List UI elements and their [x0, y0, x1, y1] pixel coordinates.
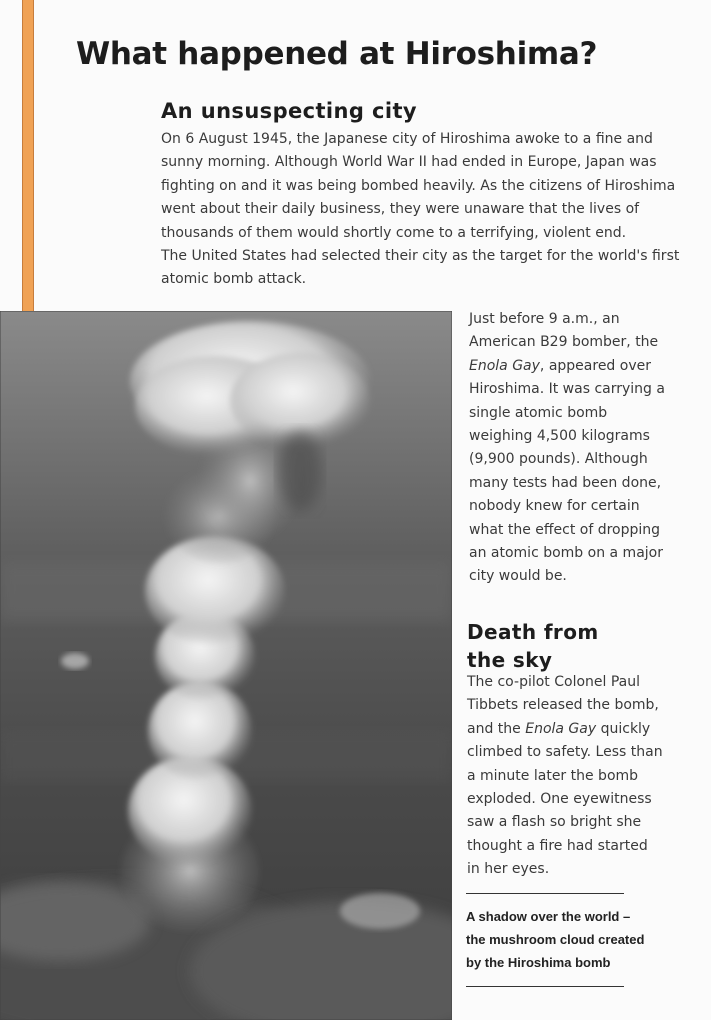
text-fragment: quickly: [596, 720, 651, 737]
text-line: sunny morning. Although World War II had ended in Europe, Japan was: [161, 154, 657, 171]
text-line: The co-pilot Colonel Paul: [467, 674, 641, 690]
aircraft-name: Enola Gay: [469, 357, 540, 374]
text-line: [467, 718, 697, 741]
text-line: single atomic bomb: [469, 404, 608, 421]
text-line: Tibbets released the bomb,: [467, 697, 659, 714]
text-line: The United States had selected their city as the target for the world's first: [161, 248, 680, 265]
text-line: Hiroshima. It was carrying a: [469, 381, 665, 398]
text-line: nobody knew for certain: [469, 498, 640, 515]
text-line: climbed to safety. Less than: [467, 744, 663, 761]
page-title: What happened at Hiroshima?: [76, 36, 598, 72]
caption-rule-top: [466, 893, 624, 894]
caption-rule-bottom: [466, 986, 624, 987]
text-line: in her eyes.: [467, 861, 550, 878]
text-line: many tests had been done,: [469, 474, 662, 491]
text-line: fighting on and it was being bombed heavily. As the citizens of Hiroshima: [161, 177, 676, 194]
text-line: thought a fire had started: [467, 837, 648, 854]
text-fragment: , appeared over: [539, 357, 651, 374]
heading-line: Death from: [467, 620, 599, 644]
text-line: [469, 355, 699, 378]
text-line: thousands of them would shortly come to a terrifying, violent end.: [161, 224, 627, 241]
aircraft-name: Enola Gay: [525, 720, 597, 737]
text-line: went about their daily business, they were unaware that the lives of: [161, 201, 640, 218]
text-line: exploded. One eyewitness: [467, 791, 652, 808]
accent-bar: [22, 0, 34, 312]
caption-line: the mushroom cloud created: [466, 932, 645, 947]
text-line: what the effect of dropping: [469, 521, 661, 538]
text-line: a minute later the bomb: [467, 767, 639, 784]
text-line: weighing 4,500 kilograms: [469, 428, 650, 445]
section-heading-death-from-the-sky: [467, 618, 697, 674]
text-line: an atomic bomb on a major: [469, 545, 663, 562]
heading-line: the sky: [467, 648, 553, 672]
caption-line: by the Hiroshima bomb: [466, 955, 611, 970]
caption-line: A shadow over the world –: [466, 909, 631, 924]
mushroom-cloud-photo: [0, 311, 452, 1020]
text-line: (9,900 pounds). Although: [469, 451, 648, 468]
text-line: On 6 August 1945, the Japanese city of Hiroshima awoke to a fine and: [161, 131, 653, 147]
death-paragraph: [467, 671, 697, 882]
section-heading-unsuspecting-city: An unsuspecting city: [161, 99, 417, 123]
text-fragment: and the: [467, 720, 526, 737]
bomber-paragraph: [469, 308, 699, 589]
text-line: saw a flash so bright she: [467, 814, 642, 831]
text-line: atomic bomb attack.: [161, 271, 307, 288]
photo-caption: [466, 905, 666, 974]
intro-paragraph: [161, 128, 681, 292]
text-line: Just before 9 a.m., an: [469, 311, 620, 327]
text-line: American B29 bomber, the: [469, 334, 659, 351]
text-line: city would be.: [469, 568, 567, 585]
